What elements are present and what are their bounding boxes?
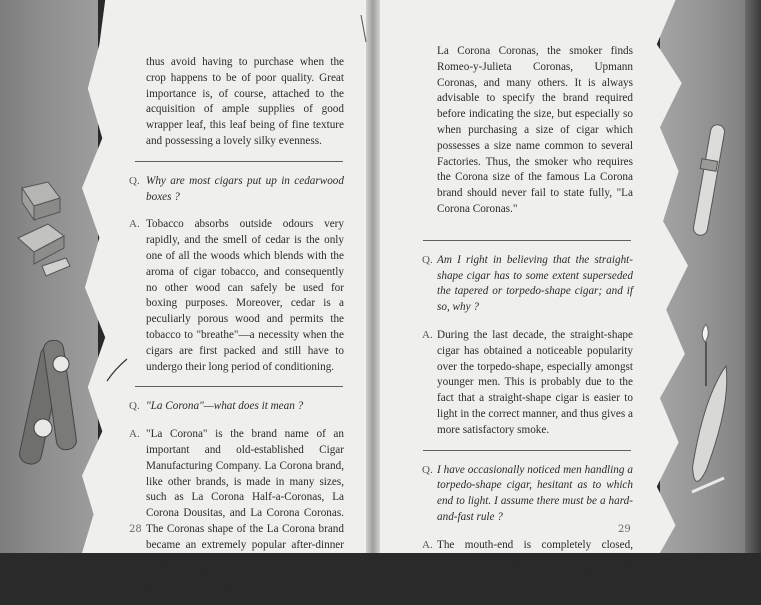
cigar-icon (690, 120, 730, 240)
question-torpedo-end (422, 463, 633, 526)
answer-straight-shape (422, 328, 633, 439)
right-page-text (422, 44, 633, 589)
page-number-right: 29 (618, 524, 631, 535)
question-straight-shape (422, 253, 633, 316)
cigar-bands-icon (10, 340, 80, 470)
right-intro-paragraph (437, 44, 633, 218)
answer-marker: A. (129, 428, 140, 441)
question-marker: Q. (422, 463, 433, 476)
pencil-mark-icon (105, 355, 131, 383)
question-la-corona (129, 399, 344, 415)
answer-text: "La Corona" is the brand name of an important and old-established Cigar Manufacturing Company. La Corona brand, like other brands, is made in many sizes, such as La Corona Half-a-Coronas, La Corona Dousitas, and La Corona Coronas. The Coronas shape of the La Corona brand became an extremely popular after-dinner size, and the size name Coronas has been adopted as a size name by many other factories. Thus, in addition to (146, 428, 344, 599)
question-text: Am I right in believing that the straight-shape cigar has to some extent superseded the tapered or torpedo-shape cigar; and if so, why ? (437, 253, 633, 314)
paragraph-text: thus avoid having to purchase when the crop happens to be of poor quality. Great importance is, of course, attached to the acquisition of ample supplies of good wrapper leaf, this leaf being of fine texture and possessing a lovely silky evenness. (146, 56, 344, 147)
answer-marker: A. (422, 328, 433, 341)
answer-torpedo-end (422, 538, 633, 585)
page-number-left: 28 (129, 524, 142, 535)
answer-marker: A. (422, 538, 433, 551)
question-text: I have occasionally noticed men handling a torpedo-shape cigar, hesitant as to which end to light. I assume there must be a hard-and-fast rule ? (437, 463, 633, 523)
divider-rule (135, 161, 343, 162)
page-edge-shadow (745, 0, 761, 553)
question-marker: Q. (129, 174, 140, 187)
answer-cedarwood (129, 217, 344, 375)
question-cedarwood (129, 174, 344, 206)
question-text: "La Corona"—what does it mean ? (146, 400, 304, 413)
cedarwood-boxes-icon (14, 180, 74, 290)
divider-rule (135, 386, 343, 387)
question-marker: Q. (422, 253, 433, 266)
answer-text: The mouth-end is completely closed, whereas the lighting end is slightly open, even with the most tapered shapes. (437, 538, 633, 583)
book-gutter (366, 0, 380, 553)
pencil-tick-icon (360, 14, 368, 44)
question-marker: Q. (129, 400, 140, 413)
divider-rule (423, 240, 631, 241)
answer-text: During the last decade, the straight-shape cigar has obtained a noticeable popularity over the torpedo-shape, especially amongst younger men. This is probably due to the fact that a straight-shape cigar is easier to light in the correct manner, and thus gives a more satisfactory smoke. (437, 328, 633, 436)
left-intro-paragraph (146, 55, 344, 150)
torpedo-cigar-icon (688, 360, 732, 500)
paragraph-text: La Corona Coronas, the smoker finds Romeo-y-Julieta Coronas, Upmann Coronas, and many others. It is always advisable to specify the brand required before indicating the size, but especially so when purchasing a size of cigar which possesses a size name common to several Factories. Thus, the smoker who requires the Corona size of the famous La Corona brand should never fail to state fully, "La Corona Coronas." (437, 45, 633, 215)
divider-rule (423, 450, 631, 451)
question-text: Why are most cigars put up in cedarwood boxes ? (146, 174, 344, 203)
answer-text: Tobacco absorbs outside odours very rapidly, and the smell of cedar is the only one of all the woods which blends with the aroma of cigar tobacco, and consequently no other wood can safely be used for boxing purposes. Moreover, cedar is a peculiarly porous wood and permits the tobacco to "breathe"—a necessity when the cigars are first packed and still have to undergo their long period of conditioning. (146, 218, 344, 373)
answer-marker: A. (129, 218, 140, 231)
